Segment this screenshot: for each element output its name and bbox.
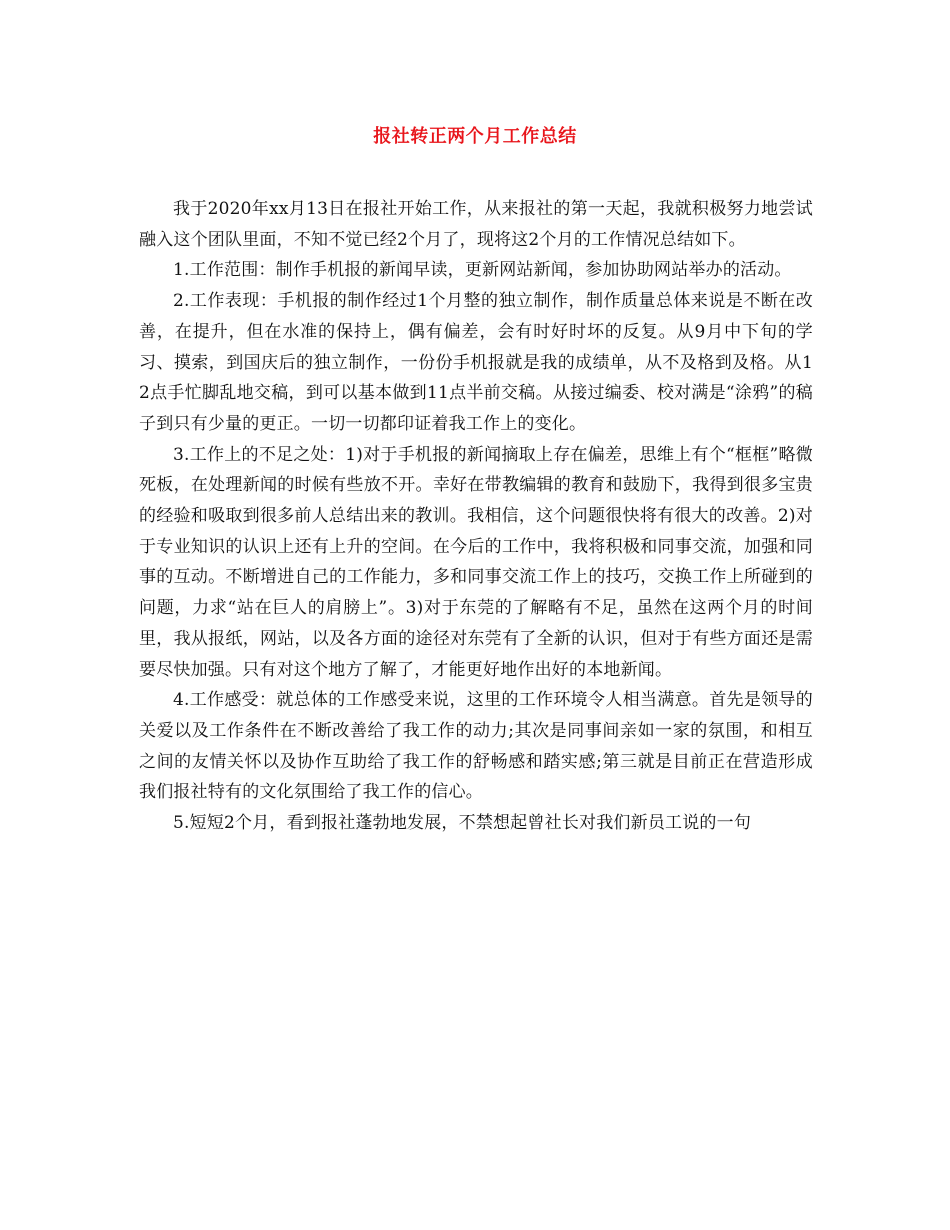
paragraph-intro: 我于2020年xx月13日在报社开始工作，从来报社的第一天起，我就积极努力地尝试融入这个团队里面，不知不觉已经2个月了，现将这2个月的工作情况总结如下。: [139, 199, 813, 250]
paragraph-closing: 5.短短2个月，看到报社蓬勃地发展，不禁想起曾社长对我们新员工说的一句: [173, 813, 752, 834]
document-body: [139, 194, 813, 839]
document-title: 报社转正两个月工作总结: [373, 126, 577, 147]
paragraph-work-performance: 2.工作表现：手机报的制作经过1个月整的独立制作，制作质量总体来说是不断在改善，在提升，但在水准的保持上，偶有偏差，会有时好时坏的反复。从9月中下旬的学习、摸索，到国庆后的独立制作，一份份手机报就是我的成绩单，从不及格到及格。从12点手忙脚乱地交稿，到可以基本做到11点半前交稿。从接过编委、校对满是“涂鸦”的稿子到只有少量的更正。一切一切都印证着我工作上的变化。: [139, 291, 813, 434]
paragraph-shortcomings: 3.工作上的不足之处：1)对于手机报的新闻摘取上存在偏差，思维上有个“框框”略微死板，在处理新闻的时候有些放不开。幸好在带教编辑的教育和鼓励下，我得到很多宝贵的经验和吸取到很多前人总结出来的教训。我相信，这个问题很快将有很大的改善。2)对于专业知识的认识上还有上升的空间。在今后的工作中，我将积极和同事交流，加强和同事的互动。不断增进自己的工作能力，多和同事交流工作上的技巧，交换工作上所碰到的问题，力求“站在巨人的肩膀上”。3)对于东莞的了解略有不足，虽然在这两个月的时间里，我从报纸，网站，以及各方面的途径对东莞有了全新的认识，但对于有些方面还是需要尽快加强。只有对这个地方了解了，才能更好地作出好的本地新闻。: [139, 444, 813, 680]
paragraph-work-scope: 1.工作范围：制作手机报的新闻早读，更新网站新闻，参加协助网站举办的活动。: [173, 260, 792, 281]
paragraph-work-feelings: 4.工作感受：就总体的工作感受来说，这里的工作环境令人相当满意。首先是领导的关爱以及工作条件在不断改善给了我工作的动力;其次是同事间亲如一家的氛围，和相互之间的友情关怀以及协作互助给了我工作的舒畅感和踏实感;第三就是目前正在营造形成我们报社特有的文化氛围给了我工作的信心。: [139, 690, 813, 803]
